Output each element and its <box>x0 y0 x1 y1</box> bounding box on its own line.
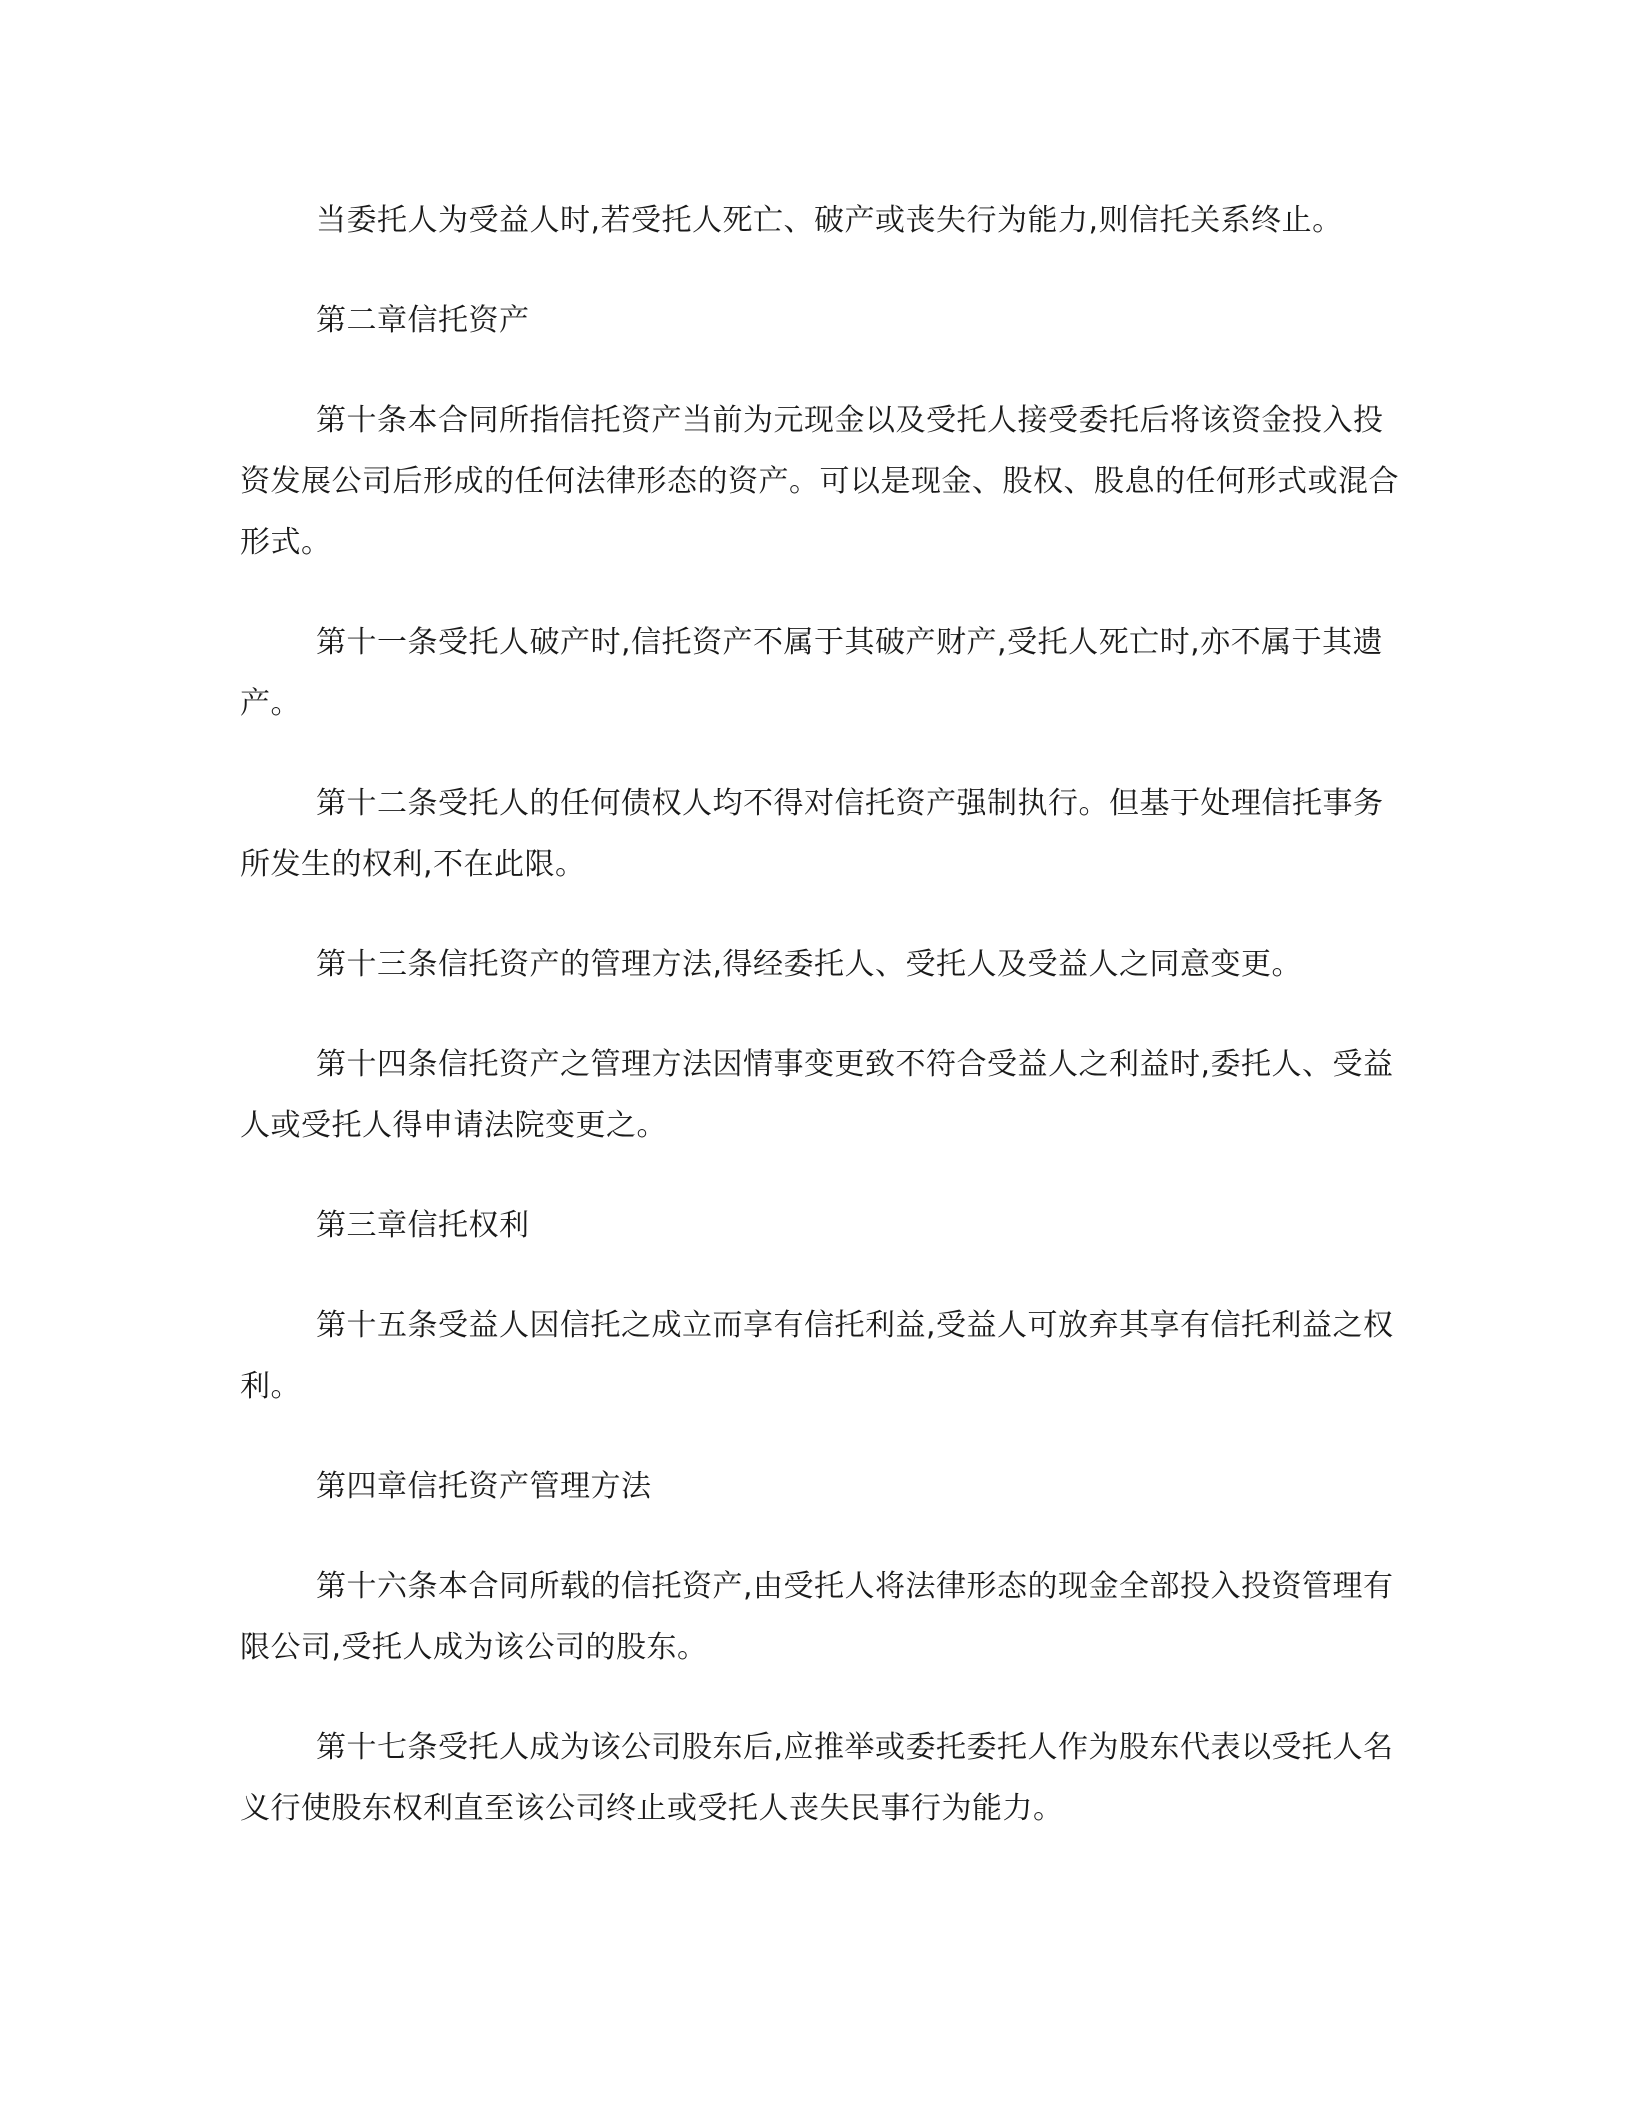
article-17: 第十七条受托人成为该公司股东后,应推举或委托委托人作为股东代表以受托人名义行使股东权利直至该公司终止或受托人丧失民事行为能力。 <box>240 1730 1394 1826</box>
chapter-heading-4: 第四章信托资产管理方法 <box>316 1469 652 1504</box>
article-11: 第十一条受托人破产时,信托资产不属于其破产财产,受托人死亡时,亦不属于其遗产。 <box>240 625 1384 721</box>
article-13: 第十三条信托资产的管理方法,得经委托人、受托人及受益人之同意变更。 <box>316 947 1303 982</box>
article-10: 第十条本合同所指信托资产当前为元现金以及受托人接受委托后将该资金投入投资发展公司后形成的任何法律形态的资产。可以是现金、股权、股息的任何形式或混合形式。 <box>240 403 1399 560</box>
paragraph-termination-clause: 当委托人为受益人时,若受托人死亡、破产或丧失行为能力,则信托关系终止。 <box>316 203 1343 238</box>
chapter-heading-3: 第三章信托权利 <box>316 1208 530 1243</box>
article-15: 第十五条受益人因信托之成立而享有信托利益,受益人可放弃其享有信托利益之权利。 <box>240 1308 1394 1404</box>
document-body <box>240 190 1400 1878</box>
article-14: 第十四条信托资产之管理方法因情事变更致不符合受益人之利益时,委托人、受益人或受托人得申请法院变更之。 <box>240 1047 1394 1143</box>
article-16: 第十六条本合同所载的信托资产,由受托人将法律形态的现金全部投入投资管理有限公司,受托人成为该公司的股东。 <box>240 1569 1394 1665</box>
chapter-heading-2: 第二章信托资产 <box>316 303 530 338</box>
article-12: 第十二条受托人的任何债权人均不得对信托资产强制执行。但基于处理信托事务所发生的权利,不在此限。 <box>240 786 1384 882</box>
